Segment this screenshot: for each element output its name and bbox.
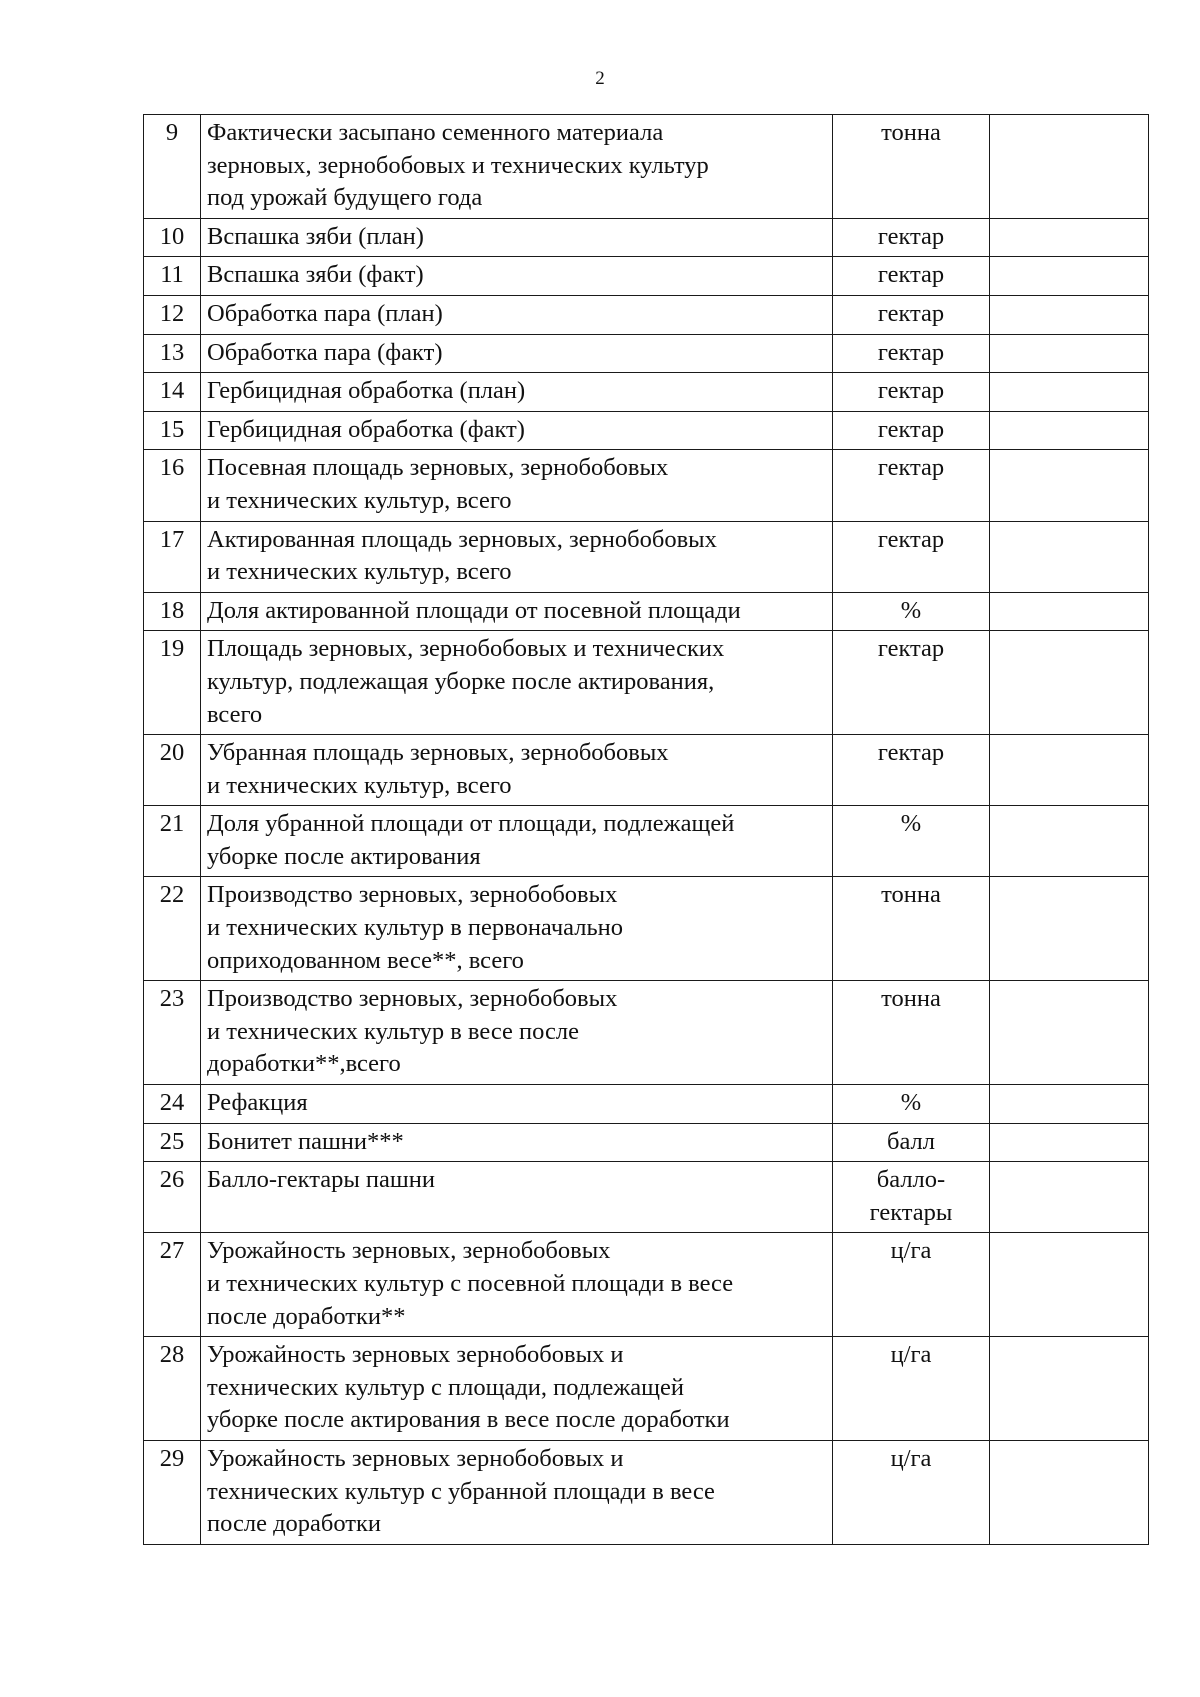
- value-cell[interactable]: [990, 1162, 1149, 1233]
- indicator-name-line: доработки**,всего: [207, 1050, 401, 1078]
- row-number: 21: [144, 806, 201, 877]
- unit-line: гектар: [877, 635, 945, 663]
- unit-line: %: [900, 596, 922, 624]
- indicators-table-body: [144, 115, 1149, 1545]
- indicator-name-line: Доля убранной площади от площади, подлежащей: [207, 810, 735, 838]
- table-row: [144, 806, 1149, 877]
- unit-line: гектары: [869, 1198, 953, 1226]
- value-cell[interactable]: [990, 631, 1149, 735]
- table-row: [144, 1440, 1149, 1544]
- value-cell[interactable]: [990, 295, 1149, 334]
- table-row: [144, 1162, 1149, 1233]
- indicator-name-line: Актированная площадь зерновых, зернобобовых: [207, 525, 717, 553]
- row-number: 16: [144, 450, 201, 521]
- unit-line: гектар: [877, 454, 945, 482]
- indicator-name-line: технических культур с убранной площади в весе: [207, 1477, 715, 1505]
- unit-of-measure: [833, 115, 990, 219]
- value-cell[interactable]: [990, 1440, 1149, 1544]
- value-cell[interactable]: [990, 1337, 1149, 1441]
- table-row: [144, 1233, 1149, 1337]
- page-number: 2: [595, 68, 605, 89]
- indicator-name-line: Обработка пара (план): [207, 299, 443, 327]
- indicator-name-line: всего: [207, 700, 263, 728]
- value-cell[interactable]: [990, 115, 1149, 219]
- value-cell[interactable]: [990, 735, 1149, 806]
- unit-of-measure: [833, 373, 990, 412]
- unit-of-measure: [833, 806, 990, 877]
- table-row: [144, 735, 1149, 806]
- indicator-name: [201, 411, 833, 450]
- unit-line: гектар: [877, 525, 945, 553]
- indicator-name-line: и технических культур в первоначально: [207, 914, 623, 942]
- unit-line: гектар: [877, 415, 945, 443]
- table-row: [144, 981, 1149, 1085]
- unit-line: тонна: [881, 119, 941, 146]
- unit-line: гектар: [877, 377, 945, 405]
- indicator-name-line: оприходованном весе**, всего: [207, 946, 524, 974]
- indicator-name-line: зерновых, зернобобовых и технических культур: [207, 151, 709, 179]
- row-number: 22: [144, 877, 201, 981]
- indicator-name-line: культур, подлежащая уборке после актирования,: [207, 667, 715, 695]
- unit-line: гектар: [877, 739, 945, 767]
- table-row: [144, 631, 1149, 735]
- row-number: 11: [144, 257, 201, 296]
- indicator-name-line: Бонитет пашни***: [207, 1127, 404, 1155]
- value-cell[interactable]: [990, 373, 1149, 412]
- table-row: [144, 592, 1149, 631]
- value-cell[interactable]: [990, 521, 1149, 592]
- row-number: 26: [144, 1162, 201, 1233]
- row-number: 19: [144, 631, 201, 735]
- indicator-name-line: Производство зерновых, зернобобовых: [207, 985, 618, 1013]
- indicator-name: [201, 1337, 833, 1441]
- row-number: 20: [144, 735, 201, 806]
- indicator-name-line: Гербицидная обработка (факт): [207, 415, 525, 443]
- indicator-name: [201, 592, 833, 631]
- table-row: [144, 257, 1149, 296]
- unit-line: балло-: [876, 1166, 946, 1194]
- row-number: 24: [144, 1085, 201, 1124]
- unit-line: гектар: [877, 261, 945, 289]
- unit-of-measure: [833, 1233, 990, 1337]
- indicator-name: [201, 1162, 833, 1233]
- indicator-name-line: Урожайность зерновых зернобобовых и: [207, 1341, 624, 1369]
- unit-line: гектар: [877, 299, 945, 327]
- indicator-name-line: под урожай будущего года: [207, 184, 483, 212]
- value-cell[interactable]: [990, 806, 1149, 877]
- unit-of-measure: [833, 521, 990, 592]
- unit-line: ц/га: [890, 1237, 932, 1265]
- indicator-name: [201, 373, 833, 412]
- row-number: 13: [144, 334, 201, 373]
- table-row: [144, 115, 1149, 219]
- row-number: 12: [144, 295, 201, 334]
- table-row: [144, 450, 1149, 521]
- value-cell[interactable]: [990, 218, 1149, 257]
- indicator-name-line: и технических культур, всего: [207, 486, 512, 514]
- indicator-name: [201, 450, 833, 521]
- table-row: [144, 1123, 1149, 1162]
- row-number: 27: [144, 1233, 201, 1337]
- row-number: 18: [144, 592, 201, 631]
- indicator-name-line: и технических культур с посевной площади в весе: [207, 1270, 734, 1297]
- indicator-name: [201, 806, 833, 877]
- unit-of-measure: [833, 1162, 990, 1233]
- indicator-name-line: Убранная площадь зерновых, зернобобовых: [207, 739, 669, 767]
- table-row: [144, 521, 1149, 592]
- value-cell[interactable]: [990, 450, 1149, 521]
- unit-line: тонна: [881, 985, 941, 1013]
- indicator-name-line: после доработки: [207, 1510, 382, 1538]
- unit-line: ц/га: [890, 1341, 932, 1369]
- indicator-name-line: Вспашка зяби (план): [207, 222, 424, 250]
- unit-line: тонна: [881, 881, 941, 909]
- table-row: [144, 295, 1149, 334]
- indicator-name-line: и технических культур в весе после: [207, 1017, 579, 1045]
- value-cell[interactable]: [990, 592, 1149, 631]
- unit-of-measure: [833, 411, 990, 450]
- indicator-name-line: уборке после актирования в весе после доработки: [207, 1406, 730, 1434]
- indicator-name: [201, 631, 833, 735]
- table-row: [144, 1085, 1149, 1124]
- indicator-name: [201, 295, 833, 334]
- indicator-name: [201, 115, 833, 219]
- unit-of-measure: [833, 218, 990, 257]
- table-row: [144, 877, 1149, 981]
- value-cell[interactable]: [990, 1233, 1149, 1337]
- indicator-name: [201, 257, 833, 296]
- unit-line: балл: [886, 1127, 935, 1155]
- unit-of-measure: [833, 735, 990, 806]
- row-number: 10: [144, 218, 201, 257]
- indicator-name: [201, 1233, 833, 1337]
- indicator-name: [201, 521, 833, 592]
- indicator-name-line: Вспашка зяби (факт): [207, 261, 424, 289]
- indicator-name: [201, 981, 833, 1085]
- indicator-name-line: Урожайность зерновых, зернобобовых: [207, 1237, 611, 1265]
- table-row: [144, 373, 1149, 412]
- unit-of-measure: [833, 450, 990, 521]
- value-cell[interactable]: [990, 1085, 1149, 1124]
- unit-line: ц/га: [890, 1444, 932, 1472]
- indicator-name-line: Обработка пара (факт): [207, 338, 443, 366]
- unit-line: гектар: [877, 338, 945, 366]
- unit-of-measure: [833, 1337, 990, 1441]
- indicator-name-line: после доработки**: [207, 1302, 406, 1330]
- table-row: [144, 334, 1149, 373]
- indicators-table: [143, 114, 1149, 1545]
- unit-of-measure: [833, 592, 990, 631]
- unit-of-measure: [833, 1085, 990, 1124]
- indicator-name-line: и технических культур, всего: [207, 771, 512, 799]
- unit-line: %: [900, 810, 922, 838]
- indicator-name-line: Посевная площадь зерновых, зернобобовых: [207, 454, 669, 482]
- indicator-name: [201, 735, 833, 806]
- indicator-name: [201, 877, 833, 981]
- table-row: [144, 218, 1149, 257]
- indicator-name-line: Фактически засыпано семенного материала: [207, 119, 664, 146]
- value-cell[interactable]: [990, 334, 1149, 373]
- row-number: 15: [144, 411, 201, 450]
- value-cell[interactable]: [990, 981, 1149, 1085]
- value-cell[interactable]: [990, 257, 1149, 296]
- unit-line: %: [900, 1089, 922, 1117]
- indicator-name: [201, 1123, 833, 1162]
- table-row: [144, 411, 1149, 450]
- unit-of-measure: [833, 631, 990, 735]
- row-number: 23: [144, 981, 201, 1085]
- unit-of-measure: [833, 295, 990, 334]
- unit-of-measure: [833, 1440, 990, 1544]
- unit-of-measure: [833, 1123, 990, 1162]
- indicator-name-line: технических культур с площади, подлежащей: [207, 1373, 685, 1401]
- row-number: 29: [144, 1440, 201, 1544]
- unit-of-measure: [833, 981, 990, 1085]
- indicator-name: [201, 334, 833, 373]
- indicator-name-line: Урожайность зерновых зернобобовых и: [207, 1444, 624, 1472]
- row-number: 17: [144, 521, 201, 592]
- indicator-name-line: Площадь зерновых, зернобобовых и технических: [207, 635, 725, 663]
- indicator-name-line: Производство зерновых, зернобобовых: [207, 881, 618, 909]
- value-cell[interactable]: [990, 877, 1149, 981]
- indicator-name-line: уборке после актирования: [207, 842, 481, 870]
- indicator-name-line: Доля актированной площади от посевной площади: [207, 596, 741, 624]
- unit-of-measure: [833, 257, 990, 296]
- indicator-name: [201, 1085, 833, 1124]
- indicator-name: [201, 218, 833, 257]
- row-number: 9: [144, 115, 201, 219]
- unit-line: гектар: [877, 222, 945, 250]
- indicator-name-line: Гербицидная обработка (план): [207, 377, 526, 405]
- indicator-name-line: Рефакция: [207, 1089, 308, 1117]
- unit-of-measure: [833, 334, 990, 373]
- row-number: 14: [144, 373, 201, 412]
- row-number: 28: [144, 1337, 201, 1441]
- indicator-name-line: и технических культур, всего: [207, 558, 512, 586]
- value-cell[interactable]: [990, 1123, 1149, 1162]
- value-cell[interactable]: [990, 411, 1149, 450]
- unit-of-measure: [833, 877, 990, 981]
- indicator-name-line: Балло-гектары пашни: [207, 1166, 435, 1194]
- indicator-name: [201, 1440, 833, 1544]
- table-row: [144, 1337, 1149, 1441]
- row-number: 25: [144, 1123, 201, 1162]
